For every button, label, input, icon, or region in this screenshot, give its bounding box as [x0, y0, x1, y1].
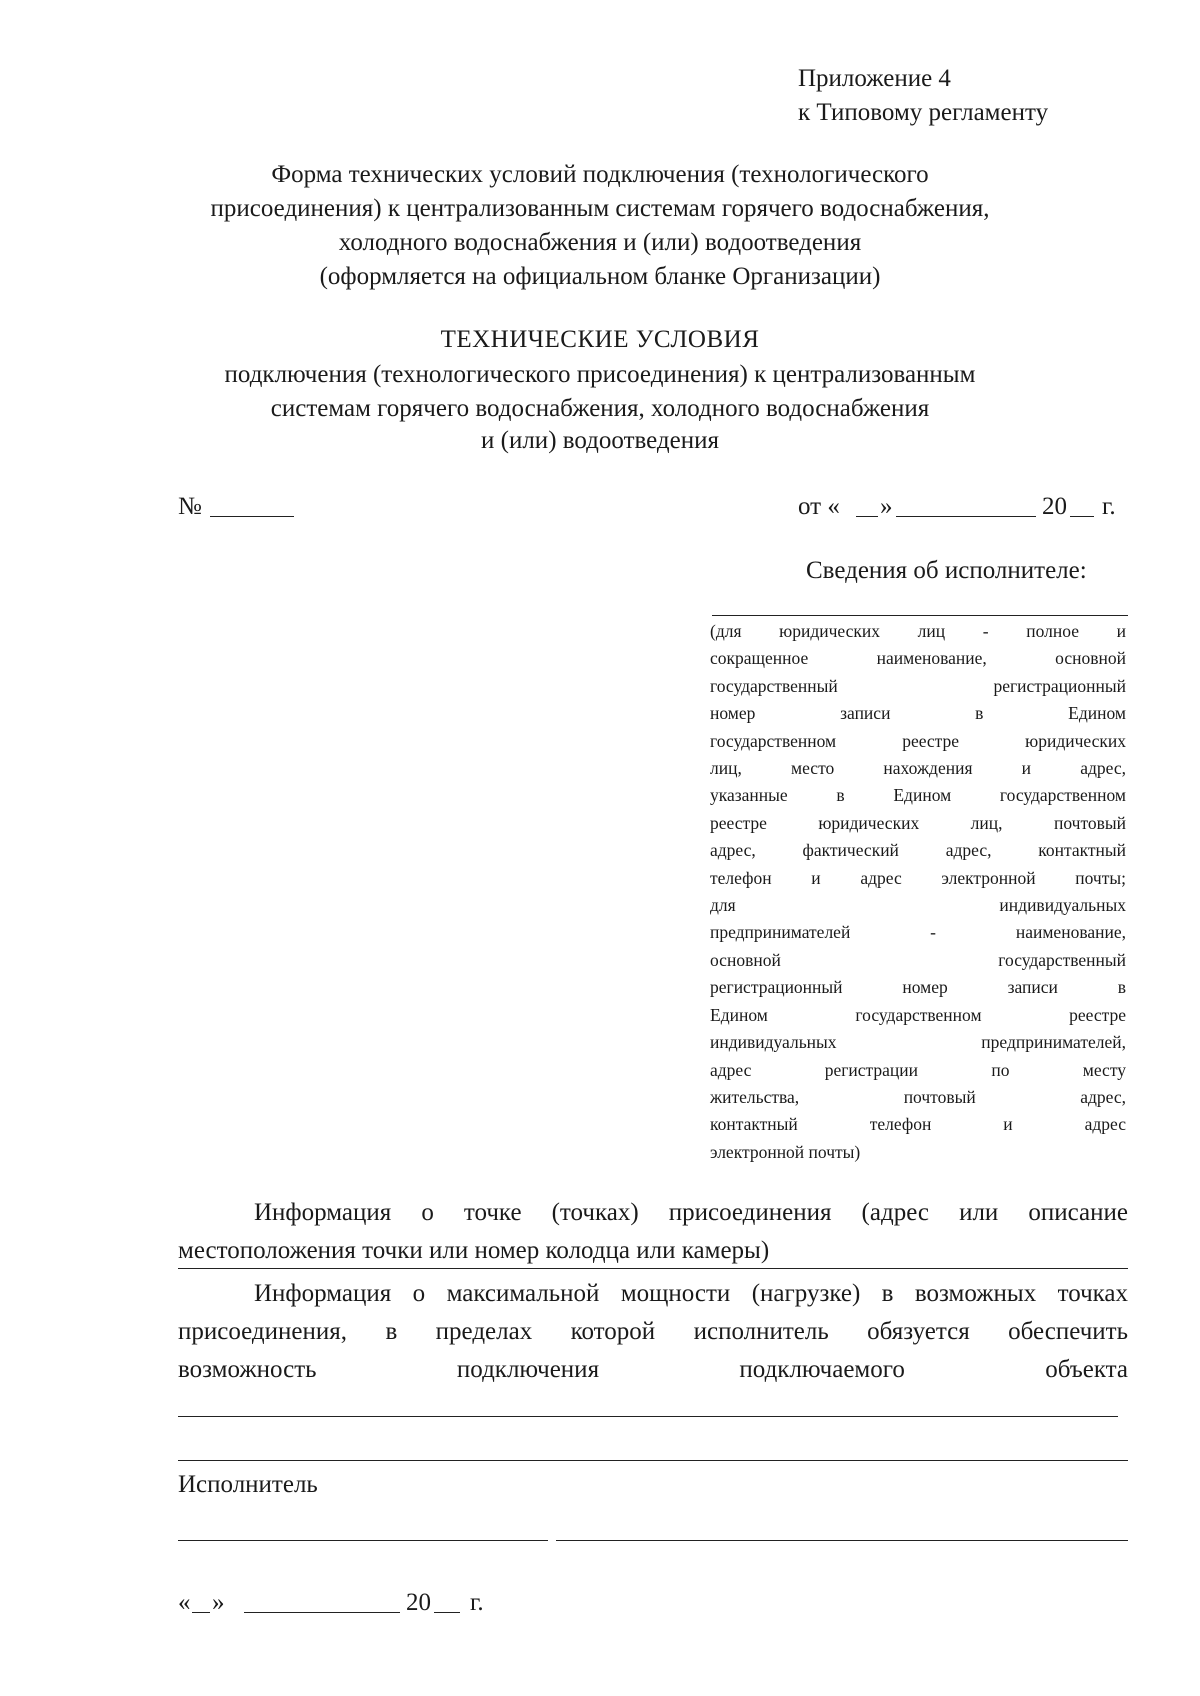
subheading-line-3: и (или) водоотведения	[481, 427, 719, 454]
subheading-line-1: подключения (технологического присоединения) к централизованным	[224, 361, 976, 388]
footer-date-close: »	[212, 1589, 225, 1616]
date-suffix: г.	[1102, 493, 1116, 520]
document-heading: ТЕХНИЧЕСКИЕ УСЛОВИЯ	[440, 326, 760, 353]
executor-note-line: лиц, место нахождения и адрес,	[710, 758, 1126, 779]
executor-note-line: номер записи в Едином	[710, 703, 1126, 724]
form-title-line-3: холодного водоснабжения и (или) водоотведения	[338, 229, 862, 256]
executor-note-line: адрес, фактический адрес, контактный	[710, 840, 1126, 861]
footer-date-year-field[interactable]	[434, 1612, 460, 1613]
executor-note-line: телефон и адрес электронной почты;	[710, 867, 1126, 888]
executor-name-field[interactable]	[178, 1540, 548, 1541]
appendix-number: Приложение 4	[798, 65, 951, 92]
max-capacity-line-2: присоединения, в пределах которой исполнитель обязуется обеспечить	[178, 1318, 1128, 1345]
executor-note-line: контактный телефон и адрес	[710, 1114, 1126, 1135]
max-capacity-field-2[interactable]	[178, 1460, 1128, 1461]
footer-date-year: 20	[406, 1589, 431, 1616]
executor-info-field[interactable]	[712, 615, 1128, 616]
executor-note	[710, 618, 1126, 1166]
max-capacity-line-3: возможность подключения подключаемого объекта	[178, 1356, 1128, 1383]
executor-note-line: регистрационный номер записи в	[710, 977, 1126, 998]
date-month-field[interactable]	[896, 516, 1036, 517]
footer-date-month-field[interactable]	[244, 1612, 400, 1613]
footer-date-day-field[interactable]	[192, 1612, 210, 1613]
executor-note-line: адрес регистрации по месту	[710, 1059, 1126, 1080]
max-capacity-line-1: Информация о максимальной мощности (нагрузке) в возможных точках	[254, 1280, 1128, 1307]
date-year-field[interactable]	[1070, 516, 1094, 517]
executor-note-line: сокращенное наименование, основной	[710, 648, 1126, 669]
connection-point-paragraph	[178, 1194, 1128, 1270]
footer-date-open: «	[178, 1589, 191, 1616]
executor-note-line: для индивидуальных	[710, 895, 1126, 916]
executor-note-line: государственном реестре юридических	[710, 730, 1126, 751]
executor-info-label: Сведения об исполнителе:	[806, 557, 1087, 584]
date-prefix: от «	[798, 493, 840, 520]
date-day-field[interactable]	[856, 516, 878, 517]
form-title-line-2: присоединения) к централизованным системам горячего водоснабжения,	[210, 195, 990, 222]
subheading-line-2: системам горячего водоснабжения, холодного водоснабжения	[270, 395, 930, 422]
form-title-line-4: (оформляется на официальном бланке Организации)	[319, 263, 881, 290]
form-title-line-1: Форма технических условий подключения (технологического	[271, 161, 929, 188]
number-field[interactable]	[210, 516, 294, 517]
footer-date-suffix: г.	[470, 1589, 484, 1616]
connection-point-field[interactable]	[178, 1268, 1128, 1269]
executor-note-line: указанные в Едином государственном	[710, 785, 1126, 806]
max-capacity-paragraph	[178, 1275, 1128, 1389]
executor-note-line: электронной почты)	[710, 1141, 861, 1162]
connection-point-line-2: местоположения точки или номер колодца или камеры)	[178, 1237, 770, 1264]
executor-note-line: предпринимателей - наименование,	[710, 922, 1126, 943]
executor-label: Исполнитель	[178, 1471, 318, 1498]
executor-note-line: государственный регистрационный	[710, 675, 1126, 696]
executor-note-line: основной государственный	[710, 949, 1126, 970]
executor-signature-field[interactable]	[556, 1540, 1128, 1541]
executor-note-line: реестре юридических лиц, почтовый	[710, 812, 1126, 833]
number-label: №	[178, 493, 202, 520]
executor-note-line: (для юридических лиц - полное и	[710, 621, 1126, 641]
executor-note-line: Едином государственном реестре	[710, 1004, 1126, 1025]
appendix-reference: к Типовому регламенту	[798, 99, 1049, 126]
max-capacity-field-1[interactable]	[178, 1416, 1118, 1417]
date-year-prefix: 20	[1042, 493, 1067, 520]
executor-note-line: индивидуальных предпринимателей,	[710, 1032, 1126, 1053]
date-mid: »	[880, 493, 893, 520]
connection-point-line-1: Информация о точке (точках) присоединения (адрес или описание	[254, 1199, 1128, 1226]
executor-note-line: жительства, почтовый адрес,	[710, 1086, 1126, 1107]
